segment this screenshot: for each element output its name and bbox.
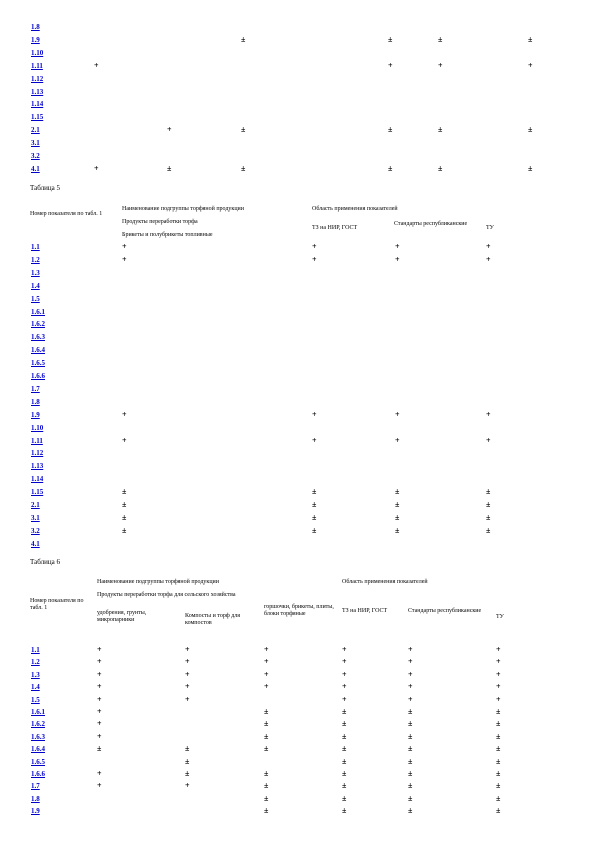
table6-cell-mark: ± (185, 744, 190, 754)
table5-cell-mark: + (312, 435, 317, 445)
table6-cell-mark: + (97, 781, 102, 791)
table6-cell-mark: ± (408, 793, 413, 803)
table5-row-link[interactable]: 1.14 (31, 475, 44, 484)
table5-cell-mark: + (312, 242, 317, 251)
cell-mark: + (94, 60, 99, 70)
table5-cell-mark: + (395, 254, 400, 264)
table5-row-link[interactable]: 1.2 (31, 255, 40, 264)
table5-row-link[interactable]: 1.6.1 (31, 307, 45, 316)
table6-cell-mark: + (97, 769, 102, 778)
table6-cell-mark: ± (264, 781, 269, 791)
table6-cell-mark: ± (264, 731, 269, 741)
cell-mark: ± (167, 163, 172, 173)
table5-col-number-header: Номер показателя по табл. 1 (30, 211, 103, 217)
table6-cell-mark: ± (496, 793, 501, 803)
table6-cell-mark: ± (496, 731, 501, 741)
table5-row-link[interactable]: 1.6.3 (31, 333, 45, 342)
cell-mark: + (388, 60, 393, 70)
table6-cell-mark: + (97, 707, 102, 716)
table6-cell-mark: ± (342, 756, 347, 766)
table6-cell-mark: ± (496, 744, 501, 754)
row-link[interactable]: 1.14 (31, 100, 44, 109)
table6-col-number-header: Номер показателя по табл. 1 (30, 598, 84, 611)
table6-cell-mark: ± (264, 744, 269, 754)
table6-cell-mark: ± (264, 793, 269, 803)
cell-mark: + (167, 125, 172, 135)
table6-cell-mark: + (97, 645, 102, 654)
table6-cell-mark: ± (342, 793, 347, 803)
row-link[interactable]: 3.2 (31, 152, 40, 160)
table6-cell-mark: + (496, 682, 501, 692)
table5-row-link[interactable]: 2.1 (31, 501, 40, 509)
table5-scope-header: Область применения показателей (312, 206, 398, 212)
cell-mark: ± (241, 163, 246, 173)
table6-scope-header: Область применения показателей (342, 579, 428, 585)
table6-cell-mark: + (185, 657, 190, 667)
table6-cell-mark: ± (342, 707, 347, 716)
table6-row-link[interactable]: 1.8 (31, 794, 40, 803)
table6-cell-mark: ± (342, 806, 347, 816)
table6-cell-mark: ± (342, 731, 347, 741)
table5-subgroup-header: Продукты переработки торфа (122, 219, 198, 225)
table5-cell-mark: ± (486, 525, 491, 535)
table5-row-link[interactable]: 3.2 (31, 526, 40, 535)
table6-row-link[interactable]: 1.4 (31, 683, 40, 692)
cell-mark: ± (528, 125, 533, 135)
table5-row-link[interactable]: 1.6.2 (31, 320, 45, 329)
table5-cell-mark: ± (122, 500, 127, 509)
table6-row-link[interactable]: 1.6.4 (31, 745, 45, 754)
row-link[interactable]: 2.1 (31, 126, 40, 135)
table5-row-link[interactable]: 1.8 (31, 397, 40, 406)
cell-mark: ± (528, 34, 533, 44)
table6-caption: Таблица 6 (30, 558, 60, 566)
table6-product-col-1: удобрения, грунты, микропарники (97, 610, 147, 623)
table5-cell-mark: ± (122, 512, 127, 522)
table6-cell-mark: ± (264, 806, 269, 816)
table6-row-link[interactable]: 1.9 (31, 807, 40, 816)
row-link[interactable]: 1.10 (31, 48, 44, 57)
table5-cell-mark: + (486, 254, 491, 264)
row-link[interactable]: 4.1 (31, 164, 40, 173)
table5-cell-mark: ± (312, 500, 317, 509)
table6-cell-mark: ± (496, 769, 501, 778)
cell-mark: ± (388, 125, 393, 135)
table6-cell-mark: + (496, 645, 501, 654)
table5-row-link[interactable]: 1.3 (31, 268, 40, 277)
table6-cell-mark: + (264, 657, 269, 667)
table6-cell-mark: ± (264, 719, 269, 729)
table5-row-link[interactable]: 1.9 (31, 410, 40, 419)
table6-cell-mark: + (408, 645, 413, 654)
table6-cell-mark: + (185, 669, 190, 679)
table6-cell-mark: + (97, 731, 102, 741)
row-link[interactable]: 1.8 (31, 23, 40, 31)
cell-mark: ± (438, 34, 443, 44)
row-link[interactable]: 1.13 (31, 87, 44, 96)
table5-cell-mark: + (312, 409, 317, 419)
table5-cell-mark: + (122, 409, 127, 419)
table6-cell-mark: ± (408, 707, 413, 716)
table5-row-link[interactable]: 1.13 (31, 462, 44, 471)
table6-cell-mark: + (342, 657, 347, 667)
table6-cell-mark: + (342, 694, 347, 704)
table6-cell-mark: + (97, 719, 102, 729)
table6-row-link[interactable]: 1.6.1 (31, 708, 45, 716)
cell-mark: ± (241, 34, 246, 44)
table5-cell-mark: + (122, 242, 127, 251)
cell-mark: ± (388, 163, 393, 173)
table6-cell-mark: + (185, 682, 190, 692)
table5-row-link[interactable]: 1.15 (31, 488, 44, 497)
table5-scope-col-2: Стандарты республиканские (394, 221, 468, 227)
table5-scope-col-1: ТЗ на НИР, ГОСТ (312, 225, 358, 231)
table5-cell-mark: ± (486, 512, 491, 522)
table5-row-link[interactable]: 1.7 (31, 384, 40, 393)
table5-cell-mark: ± (486, 487, 491, 497)
table5-cell-mark: + (395, 409, 400, 419)
table6-cell-mark: + (264, 669, 269, 679)
table6-cell-mark: + (408, 694, 413, 704)
table6-cell-mark: + (264, 682, 269, 692)
table6-scope-col-1: ТЗ на НИР, ГОСТ (342, 608, 388, 614)
table5-cell-mark: ± (395, 525, 400, 535)
table6-scope-col-2: Стандарты республиканские (408, 608, 482, 614)
table6-row-link[interactable]: 1.5 (31, 695, 40, 704)
row-link[interactable]: 1.11 (31, 61, 43, 70)
table5-scope-col-3: ТУ (486, 225, 494, 231)
row-link[interactable]: 1.12 (31, 74, 44, 83)
table6-cell-mark: + (408, 657, 413, 667)
table6-scope-col-3: ТУ (496, 614, 504, 620)
table6-cell-mark: + (185, 781, 190, 791)
table5-cell-mark: ± (312, 525, 317, 535)
table6-row-link[interactable]: 1.3 (31, 670, 40, 679)
table6-cell-mark: + (342, 645, 347, 654)
table6-product-col-2: Компосты и торф для компостов (185, 613, 241, 626)
table6-cell-mark: + (496, 694, 501, 704)
table5-cell-mark: + (486, 409, 491, 419)
table5-row-link[interactable]: 1.6.5 (31, 359, 45, 368)
table6-cell-mark: ± (342, 781, 347, 791)
table5-row-link[interactable]: 1.12 (31, 449, 44, 458)
table6-cell-mark: ± (496, 719, 501, 729)
table6-cell-mark: + (185, 645, 190, 654)
table5-product-header: Брикеты и полубрикеты топливные (122, 232, 213, 238)
table5-row-link[interactable]: 1.5 (31, 294, 40, 303)
table5-cell-mark: ± (122, 487, 127, 497)
table6-cell-mark: ± (408, 719, 413, 729)
table6-cell-mark: ± (496, 781, 501, 791)
cell-mark: ± (528, 163, 533, 173)
table6-cell-mark: + (97, 694, 102, 704)
table6-cell-mark: ± (408, 731, 413, 741)
table5-cell-mark: ± (312, 487, 317, 497)
table6-cell-mark: ± (408, 769, 413, 778)
table6-cell-mark: + (496, 657, 501, 667)
table6-group-header: Наименование подгруппы торфяной продукции (97, 579, 219, 585)
table6-cell-mark: + (97, 682, 102, 692)
table6-row-link[interactable]: 1.6.3 (31, 732, 45, 741)
table6-cell-mark: + (408, 682, 413, 692)
cell-mark: ± (388, 34, 393, 44)
table6-cell-mark: + (97, 669, 102, 679)
table5-group-header: Наименование подгруппы торфяной продукции (122, 206, 244, 212)
table6-row-link[interactable]: 1.1 (31, 646, 40, 654)
table5-cell-mark: + (486, 435, 491, 445)
table6-row-link[interactable]: 1.6.5 (31, 757, 45, 766)
table6-row-link[interactable]: 1.6.6 (31, 770, 45, 778)
row-link[interactable]: 1.9 (31, 35, 40, 44)
table5-row-link[interactable]: 1.6.4 (31, 346, 45, 355)
table5-row-link[interactable]: 1.11 (31, 436, 43, 445)
table6-product-col-3: горшочки, брикеты, плиты, блоки торфяные (264, 604, 334, 617)
table5-cell-mark: + (312, 254, 317, 264)
table5-cell-mark: + (486, 242, 491, 251)
row-link[interactable]: 1.15 (31, 113, 44, 122)
table5-row-link[interactable]: 1.6.6 (31, 372, 45, 380)
table6-cell-mark: ± (496, 756, 501, 766)
table6-cell-mark: ± (264, 707, 269, 716)
table6-row-link[interactable]: 1.7 (31, 782, 40, 791)
table5-row-link[interactable]: 1.1 (31, 243, 40, 251)
table5-cell-mark: ± (122, 525, 127, 535)
table6-cell-mark: ± (342, 744, 347, 754)
table6-row-link[interactable]: 1.6.2 (31, 720, 45, 729)
table5-cell-mark: + (122, 254, 127, 264)
table5-cell-mark: ± (395, 487, 400, 497)
cell-mark: ± (438, 125, 443, 135)
table5-cell-mark: ± (395, 512, 400, 522)
cell-mark: ± (438, 163, 443, 173)
table6-cell-mark: ± (496, 707, 501, 716)
table6-cell-mark: ± (185, 769, 190, 778)
table5-cell-mark: + (395, 242, 400, 251)
table6-subgroup-header: Продукты переработки торфа для сельского хозяйства (97, 592, 236, 598)
table6-cell-mark: ± (342, 719, 347, 729)
cell-mark: + (438, 60, 443, 70)
table5-cell-mark: ± (486, 500, 491, 509)
table6-cell-mark: + (97, 657, 102, 667)
table6-cell-mark: + (185, 694, 190, 704)
table6-cell-mark: ± (185, 756, 190, 766)
table6-cell-mark: ± (408, 756, 413, 766)
table6-cell-mark: ± (264, 769, 269, 778)
table6-cell-mark: ± (408, 744, 413, 754)
table5-row-link[interactable]: 1.4 (31, 281, 40, 290)
table5-row-link[interactable]: 3.1 (31, 513, 40, 522)
cell-mark: + (94, 163, 99, 173)
table5-row-link[interactable]: 1.10 (31, 423, 44, 432)
table5-caption: Таблица 5 (30, 184, 60, 192)
cell-mark: ± (241, 125, 246, 135)
row-link[interactable]: 3.1 (31, 139, 40, 148)
table6-cell-mark: + (264, 645, 269, 654)
table5-cell-mark: + (395, 435, 400, 445)
cell-mark: + (528, 60, 533, 70)
table6-cell-mark: ± (342, 769, 347, 778)
table6-cell-mark: ± (408, 781, 413, 791)
table6-row-link[interactable]: 1.2 (31, 658, 40, 667)
table5-cell-mark: ± (312, 512, 317, 522)
table5-cell-mark: ± (395, 500, 400, 509)
table6-cell-mark: + (342, 682, 347, 692)
table6-cell-mark: ± (97, 744, 102, 754)
table5-row-link[interactable]: 4.1 (31, 539, 40, 548)
table6-cell-mark: + (408, 669, 413, 679)
table6-cell-mark: ± (496, 806, 501, 816)
table6-cell-mark: ± (408, 806, 413, 816)
table6-cell-mark: + (342, 669, 347, 679)
table6-cell-mark: + (496, 669, 501, 679)
table5-cell-mark: + (122, 435, 127, 445)
